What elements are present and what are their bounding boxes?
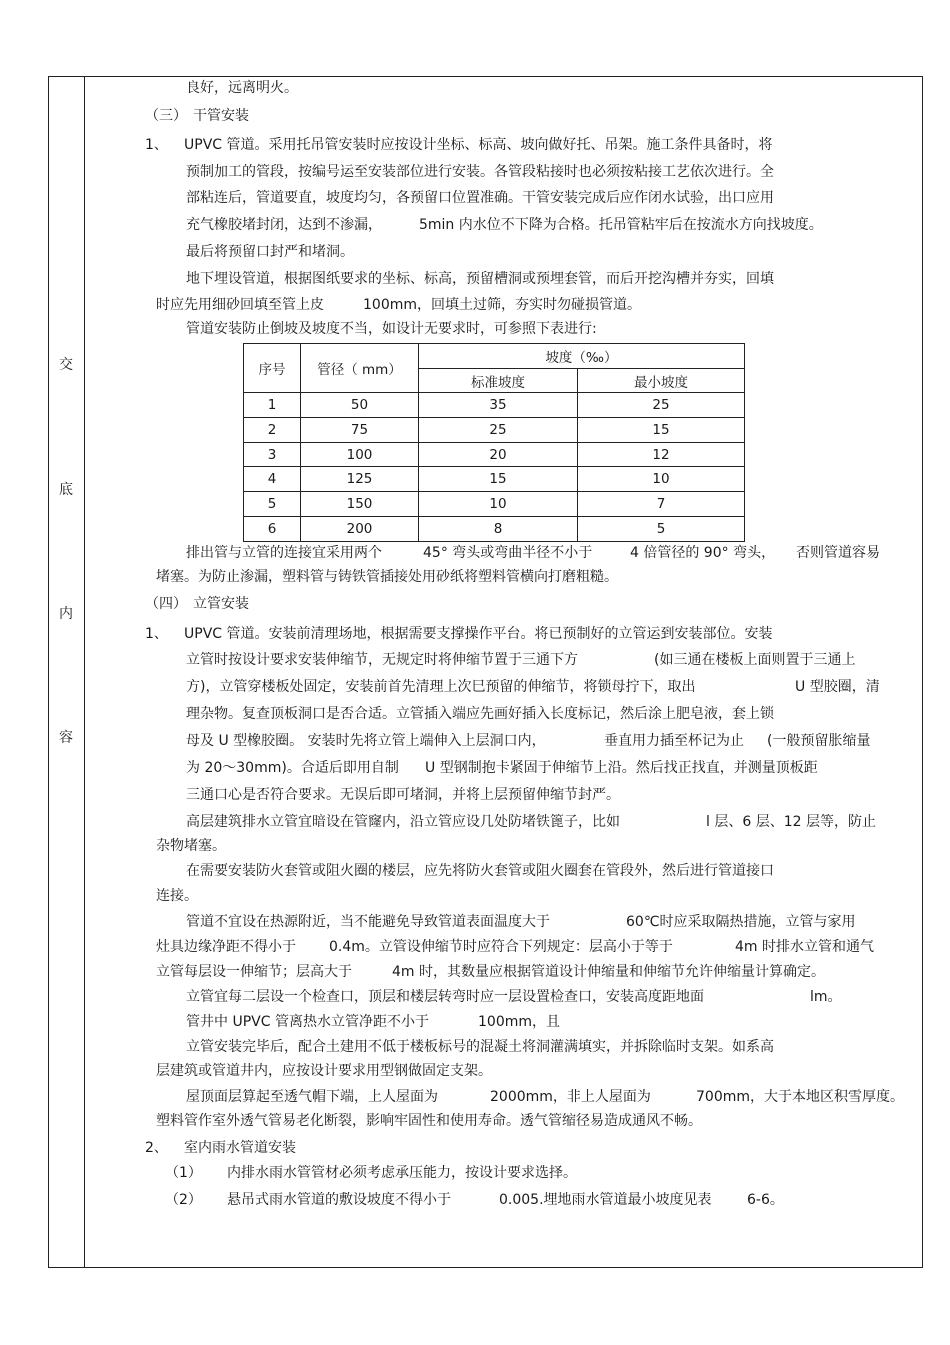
header-cell: 管径（ mm） <box>301 344 419 393</box>
table-row <box>244 393 745 418</box>
text-line: 排出管与立管的连接宜采用两个 <box>186 545 382 561</box>
table-cell: 15 <box>578 418 745 443</box>
table-cell: 6 <box>244 516 301 541</box>
text-line: 时应先用细砂回填至管上皮 <box>156 297 324 313</box>
text-line: 立管宜每二层设一个检查口，顶层和楼层转弯时应一层设置检查口，安装高度距地面 <box>186 989 704 1005</box>
table-cell: 25 <box>419 418 578 443</box>
item-number: 2、 <box>145 1140 168 1156</box>
text-line: UPVC 管道。安装前清理场地，根据需要支撑操作平台。将已预制好的立管运到安装部位。安装 <box>184 626 773 642</box>
text-line: 灶具边缘净距不得小于 <box>156 939 296 955</box>
column-divider <box>84 76 85 1268</box>
table-cell: 150 <box>301 492 419 517</box>
text-line: 100mm，回填土过筛，夯实时勿碰损管道。 <box>363 297 641 313</box>
text-line: 部粘连后，管道要直，坡度均匀，各预留口位置准确。干管安装完成后应作闭水试验，出口应用 <box>186 190 774 206</box>
text-line: UPVC 管道。采用托吊管安装时应按设计坐标、标高、坡向做好托、吊架。施工条件具备时，将 <box>184 137 773 153</box>
table-row <box>244 467 745 492</box>
header-cell: 序号 <box>244 344 301 393</box>
table-row <box>244 442 745 467</box>
text-line: (如三通在楼板上面则置于三通上 <box>654 652 856 668</box>
side-label-char: 内 <box>59 606 73 622</box>
text-line: 预制加工的管段，按编号运至安装部位进行安装。各管段粘接时也必须按粘接工艺依次进行。全 <box>186 164 774 180</box>
item-number: （2） <box>165 1192 202 1208</box>
text-line: 最后将预留口封严和堵洞。 <box>186 244 354 260</box>
table-cell: 50 <box>301 393 419 418</box>
text-line: 5min 内水位不下降为合格。托吊管粘牢后在按流水方向找坡度。 <box>419 217 823 233</box>
table-cell: 20 <box>419 442 578 467</box>
text-line: 立管时按设计要求安装伸缩节，无规定时将伸缩节置于三通下方 <box>186 652 578 668</box>
table-cell: 125 <box>301 467 419 492</box>
table-cell: 35 <box>419 393 578 418</box>
text-line: 三通口心是否符合要求。无误后即可堵洞，并将上层预留伸缩节封严。 <box>186 787 620 803</box>
table-cell: 1 <box>244 393 301 418</box>
item-number: 1、 <box>145 626 168 642</box>
text-line: 堵塞。为防止渗漏，塑料管与铸铁管插接处用砂纸将塑料管横向打磨粗糙。 <box>156 569 618 585</box>
text-line: lm。 <box>810 989 842 1005</box>
text-line: 4m 时排水立管和通气 <box>735 939 874 955</box>
text-line: 6-6。 <box>747 1192 784 1208</box>
slope-table <box>243 343 745 542</box>
text-line: 管井中 UPVC 管离热水立管净距不小于 <box>186 1014 429 1030</box>
header-cell: 标准坡度 <box>419 368 578 393</box>
table-cell: 2 <box>244 418 301 443</box>
text-line: 方)，立管穿楼板处固定，安装前首先清理上次巳预留的伸缩节，将锁母拧下，取出 <box>186 679 696 695</box>
table-cell: 5 <box>578 516 745 541</box>
text-line: 0.4m。立管设伸缩节时应符合下列规定：层高小于等于 <box>329 939 673 955</box>
text-line: 4m 时，其数量应根据管道设计伸缩量和伸缩节允许伸缩量计算确定。 <box>392 964 825 980</box>
table-cell: 4 <box>244 467 301 492</box>
text-line: 管道安装防止倒坡及坡度不当，如设计无要求时，可参照下表进行: <box>186 321 597 337</box>
text-line: 2000mm，非上人屋面为 <box>490 1089 651 1105</box>
text-line: 700mm，大于本地区积雪厚度。 <box>696 1089 904 1105</box>
text-line: 高层建筑排水立管宜暗设在管窿内，沿立管应设几处防堵铁篦子，比如 <box>186 814 620 830</box>
section-number: （三） <box>145 108 187 124</box>
table-row <box>244 516 745 541</box>
text-line: 在需要安装防火套管或阻火圈的楼层，应先将防火套管或阻火圈套在管段外，然后进行管道接口 <box>186 863 774 879</box>
section-heading: 立管安装 <box>193 596 249 612</box>
text-line: 45° 弯头或弯曲半径不小于 <box>423 545 593 561</box>
table-row <box>244 418 745 443</box>
text-line: 立管安装完毕后，配合土建用不低于楼板标号的混凝土将洞灌满填实，并拆除临时支架。如系高 <box>186 1039 774 1055</box>
side-label-char: 交 <box>59 357 73 373</box>
text-line: 层建筑或管道井内，应按设计要求用型钢做固定支架。 <box>156 1063 492 1079</box>
text-line: 为 20～30mm)。合适后即用自制 <box>186 760 399 776</box>
table-cell: 15 <box>419 467 578 492</box>
text-line: 理杂物。复查顶板洞口是否合适。立管插入端应先画好插入长度标记，然后涂上肥皂液，套上锁 <box>186 706 774 722</box>
text-line: 立管每层设一伸缩节；层高大于 <box>156 964 352 980</box>
text-line: l 层、6 层、12 层等，防止 <box>706 814 876 830</box>
text-line: 杂物堵塞。 <box>156 838 226 854</box>
table-cell: 25 <box>578 393 745 418</box>
table-cell: 100 <box>301 442 419 467</box>
table-cell: 12 <box>578 442 745 467</box>
text-line: 100mm，且 <box>478 1014 560 1030</box>
text-line: 良好，远离明火。 <box>186 80 298 96</box>
item-number: 1、 <box>145 137 168 153</box>
table-cell: 5 <box>244 492 301 517</box>
text-line: 悬吊式雨水管道的敷设坡度不得小于 <box>227 1192 451 1208</box>
side-label-char: 底 <box>59 482 73 498</box>
item-number: （1） <box>165 1165 202 1181</box>
text-line: 充气橡胶堵封闭，达到不渗漏， <box>186 217 382 233</box>
section-number: （四） <box>145 596 187 612</box>
text-line: U 型钢制抱卡紧固于伸缩节上沿。然后找正找直，并测量顶板距 <box>425 760 818 776</box>
text-line: (一般预留胀缩量 <box>767 733 871 749</box>
text-line: 管道不宜设在热源附近，当不能避免导致管道表面温度大于 <box>186 914 550 930</box>
text-line: 60℃时应采取隔热措施，立管与家用 <box>626 914 856 930</box>
text-line: 连接。 <box>156 888 198 904</box>
section-heading: 室内雨水管道安装 <box>184 1140 296 1156</box>
header-cell: 最小坡度 <box>578 368 745 393</box>
text-line: 0.005.埋地雨水管道最小坡度见表 <box>499 1192 712 1208</box>
text-line: U 型胶圈，清 <box>795 679 880 695</box>
text-line: 地下埋设管道，根据图纸要求的坐标、标高，预留槽洞或预埋套管，而后开挖沟槽并夯实，回填 <box>186 271 774 287</box>
table-cell: 10 <box>578 467 745 492</box>
text-line: 否则管道容易 <box>796 545 880 561</box>
text-line: 塑料管作室外透气管易老化断裂，影响牢固性和使用寿命。透气管缩径易造成通风不畅。 <box>156 1113 702 1129</box>
text-line: 内排水雨水管管材必须考虑承压能力，按设计要求选择。 <box>227 1165 577 1181</box>
text-line: 母及 U 型橡胶圈。 安装时先将立管上端伸入上层洞口内， <box>186 733 546 749</box>
text-line: 垂直用力插至杯记为止 <box>604 733 744 749</box>
table-cell: 7 <box>578 492 745 517</box>
section-heading: 干管安装 <box>193 108 249 124</box>
text-line: 4 倍管径的 90° 弯头， <box>630 545 776 561</box>
side-label-char: 容 <box>59 730 73 746</box>
table-cell: 8 <box>419 516 578 541</box>
header-cell: 坡度（‰） <box>419 344 745 369</box>
table-row <box>244 492 745 517</box>
text-line: 屋顶面层算起至透气帽下端，上人屋面为 <box>186 1089 438 1105</box>
table-cell: 3 <box>244 442 301 467</box>
table-cell: 75 <box>301 418 419 443</box>
table-cell: 10 <box>419 492 578 517</box>
table-cell: 200 <box>301 516 419 541</box>
